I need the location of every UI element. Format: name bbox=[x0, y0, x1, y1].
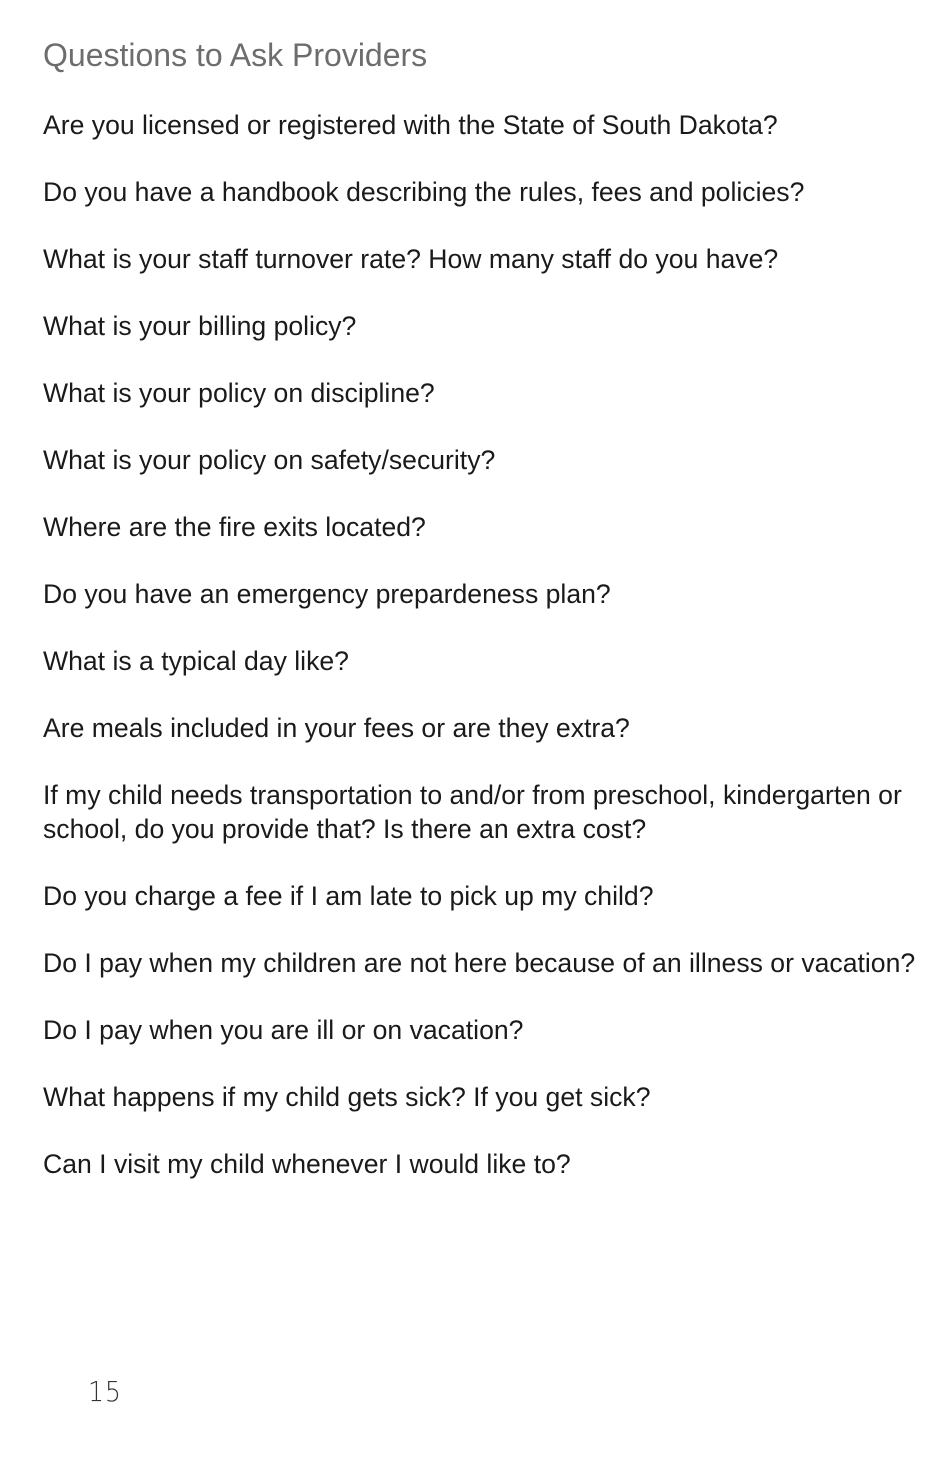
page-number: 15 bbox=[88, 1375, 122, 1408]
question-item: What is your billing policy? bbox=[43, 311, 357, 341]
question-item: Are meals included in your fees or are they extra? bbox=[43, 713, 630, 743]
question-item: Do I pay when my children are not here because of an illness or vacation? bbox=[43, 948, 916, 978]
question-item: If my child needs transportation to and/or from preschool, kindergarten or school, do you provide that? Is there an extra cost? bbox=[43, 780, 902, 844]
question-item: What is your policy on discipline? bbox=[43, 378, 435, 408]
question-item: Do you have a handbook describing the rules, fees and policies? bbox=[43, 177, 805, 207]
question-item: Do I pay when you are ill or on vacation? bbox=[43, 1015, 524, 1045]
questions-list bbox=[43, 108, 918, 1214]
question-item: What is a typical day like? bbox=[43, 646, 349, 676]
question-item: What is your staff turnover rate? How many staff do you have? bbox=[43, 244, 779, 274]
question-item: What is your policy on safety/security? bbox=[43, 445, 496, 475]
question-item: What happens if my child gets sick? If you get sick? bbox=[43, 1082, 651, 1112]
question-item: Can I visit my child whenever I would like to? bbox=[43, 1149, 571, 1179]
page-title: Questions to Ask Providers bbox=[43, 37, 428, 73]
question-item: Do you have an emergency prepardeness plan? bbox=[43, 579, 611, 609]
question-item: Do you charge a fee if I am late to pick up my child? bbox=[43, 881, 654, 911]
question-item: Are you licensed or registered with the State of South Dakota? bbox=[43, 110, 778, 140]
question-item: Where are the fire exits located? bbox=[43, 512, 426, 542]
